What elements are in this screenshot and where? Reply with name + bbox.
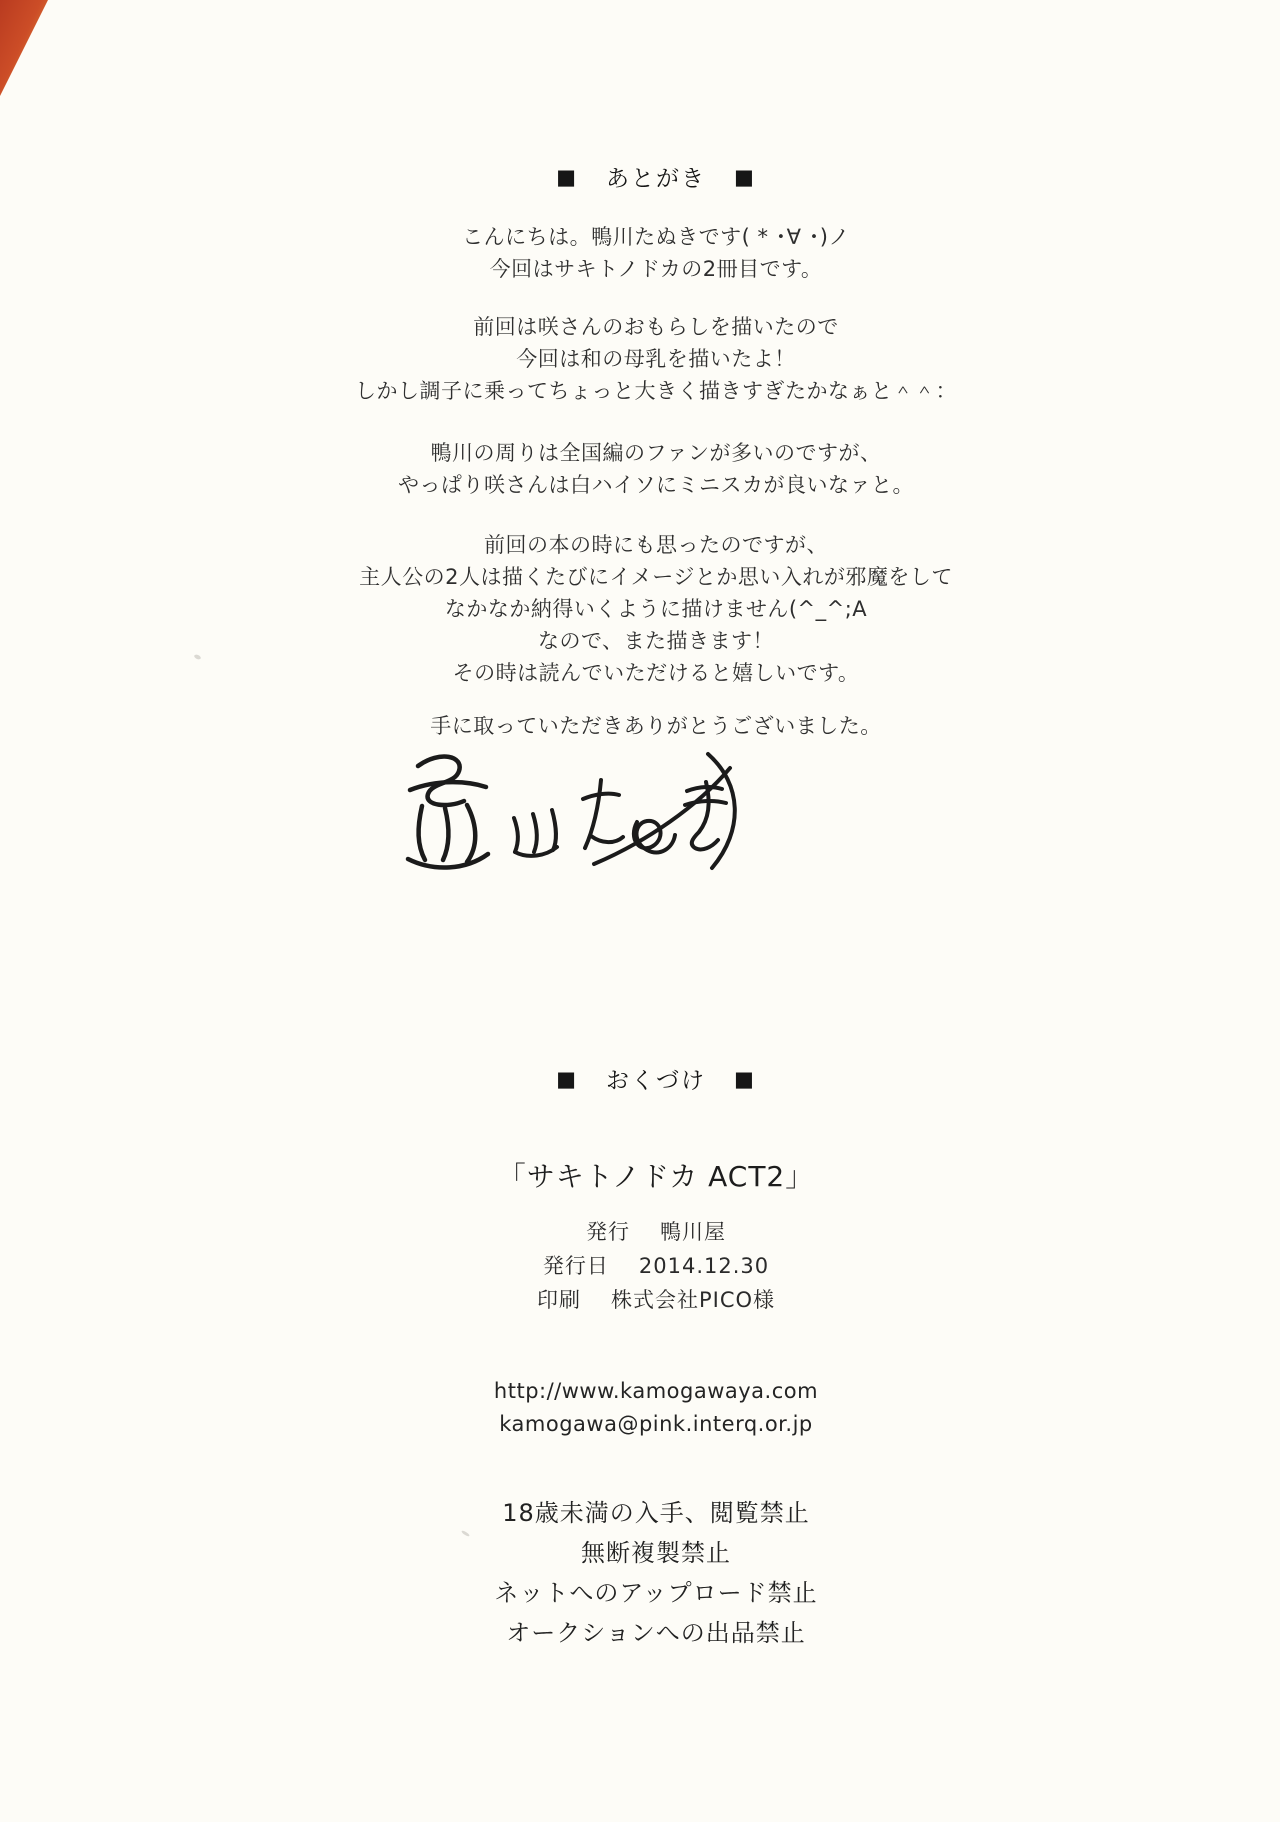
text-line: なかなか納得いくように描けません(^_^;A <box>444 597 868 621</box>
text-line: なので、また描きます！ <box>537 629 775 653</box>
text-line: 主人公の2人は描くたびにイメージとか思い入れが邪魔をして <box>359 565 953 589</box>
notices-block <box>0 1493 1280 1653</box>
text-line: その時は読んでいただけると嬉しいです。 <box>452 661 860 685</box>
book-title: 「サキトノドカ ACT2」 <box>497 1160 815 1193</box>
signature-strokes <box>388 742 748 894</box>
book-title-block <box>0 1155 1280 1195</box>
contact-email: kamogawa@pink.interq.or.jp <box>499 1412 813 1436</box>
handwritten-signature <box>388 742 748 894</box>
text-line: 前回は咲さんのおもらしを描いたので <box>473 315 839 339</box>
square-bullet-icon: ■ <box>734 1067 756 1091</box>
text-line: しかし調子に乗ってちょっと大きく描きすぎたかなぁと＾＾： <box>355 379 957 403</box>
text-line: やっぱり咲さんは白ハイソにミニスカが良いなァと。 <box>398 473 914 497</box>
text-line: こんにちは。鴨川たぬきです( * ･∀ ･)ノ <box>462 225 850 249</box>
notice-line: オークションへの出品禁止 <box>506 1619 806 1647</box>
contact-block <box>0 1375 1280 1441</box>
colophon-header <box>0 1062 1280 1095</box>
text-line: 手に取っていただきありがとうございました。 <box>430 714 882 738</box>
afterword-paragraph-3 <box>0 437 1280 501</box>
notice-line: 無断複製禁止 <box>581 1539 731 1567</box>
afterword-paragraph-2 <box>0 311 1280 407</box>
credit-label: 発行 <box>586 1220 630 1244</box>
colophon-title: おくづけ <box>606 1068 706 1094</box>
notice-line: 18歳未満の入手、閲覧禁止 <box>502 1499 810 1527</box>
credit-value: 株式会社PICO様 <box>610 1288 776 1312</box>
notice-line: ネットへのアップロード禁止 <box>494 1579 818 1607</box>
text-line: 前回の本の時にも思ったのですが、 <box>484 533 828 557</box>
square-bullet-icon: ■ <box>556 165 578 189</box>
credit-printer <box>32 1283 1280 1317</box>
credit-publisher <box>32 1215 1280 1249</box>
credit-value: 鴨川屋 <box>660 1220 726 1244</box>
text-line: 今回は和の母乳を描いたよ！ <box>516 347 796 371</box>
credit-label: 発行日 <box>542 1254 609 1278</box>
afterword-thanks <box>0 710 1280 742</box>
afterword-header <box>0 160 1280 193</box>
afterword-paragraph-1 <box>0 221 1280 285</box>
afterword-title: あとがき <box>606 166 706 192</box>
text-line: 鴨川の周りは全国編のファンが多いのですが、 <box>430 441 882 465</box>
square-bullet-icon: ■ <box>734 165 756 189</box>
credit-label: 印刷 <box>536 1288 581 1312</box>
square-bullet-icon: ■ <box>556 1067 578 1091</box>
scan-edge-artifact <box>0 0 48 96</box>
credit-publish-date <box>32 1249 1280 1283</box>
website-url: http://www.kamogawaya.com <box>493 1379 819 1403</box>
text-line: 今回はサキトノドカの2冊目です。 <box>489 257 823 281</box>
credits-block <box>0 1215 1280 1317</box>
credit-value: 2014.12.30 <box>638 1254 770 1278</box>
afterword-paragraph-4 <box>0 529 1280 689</box>
